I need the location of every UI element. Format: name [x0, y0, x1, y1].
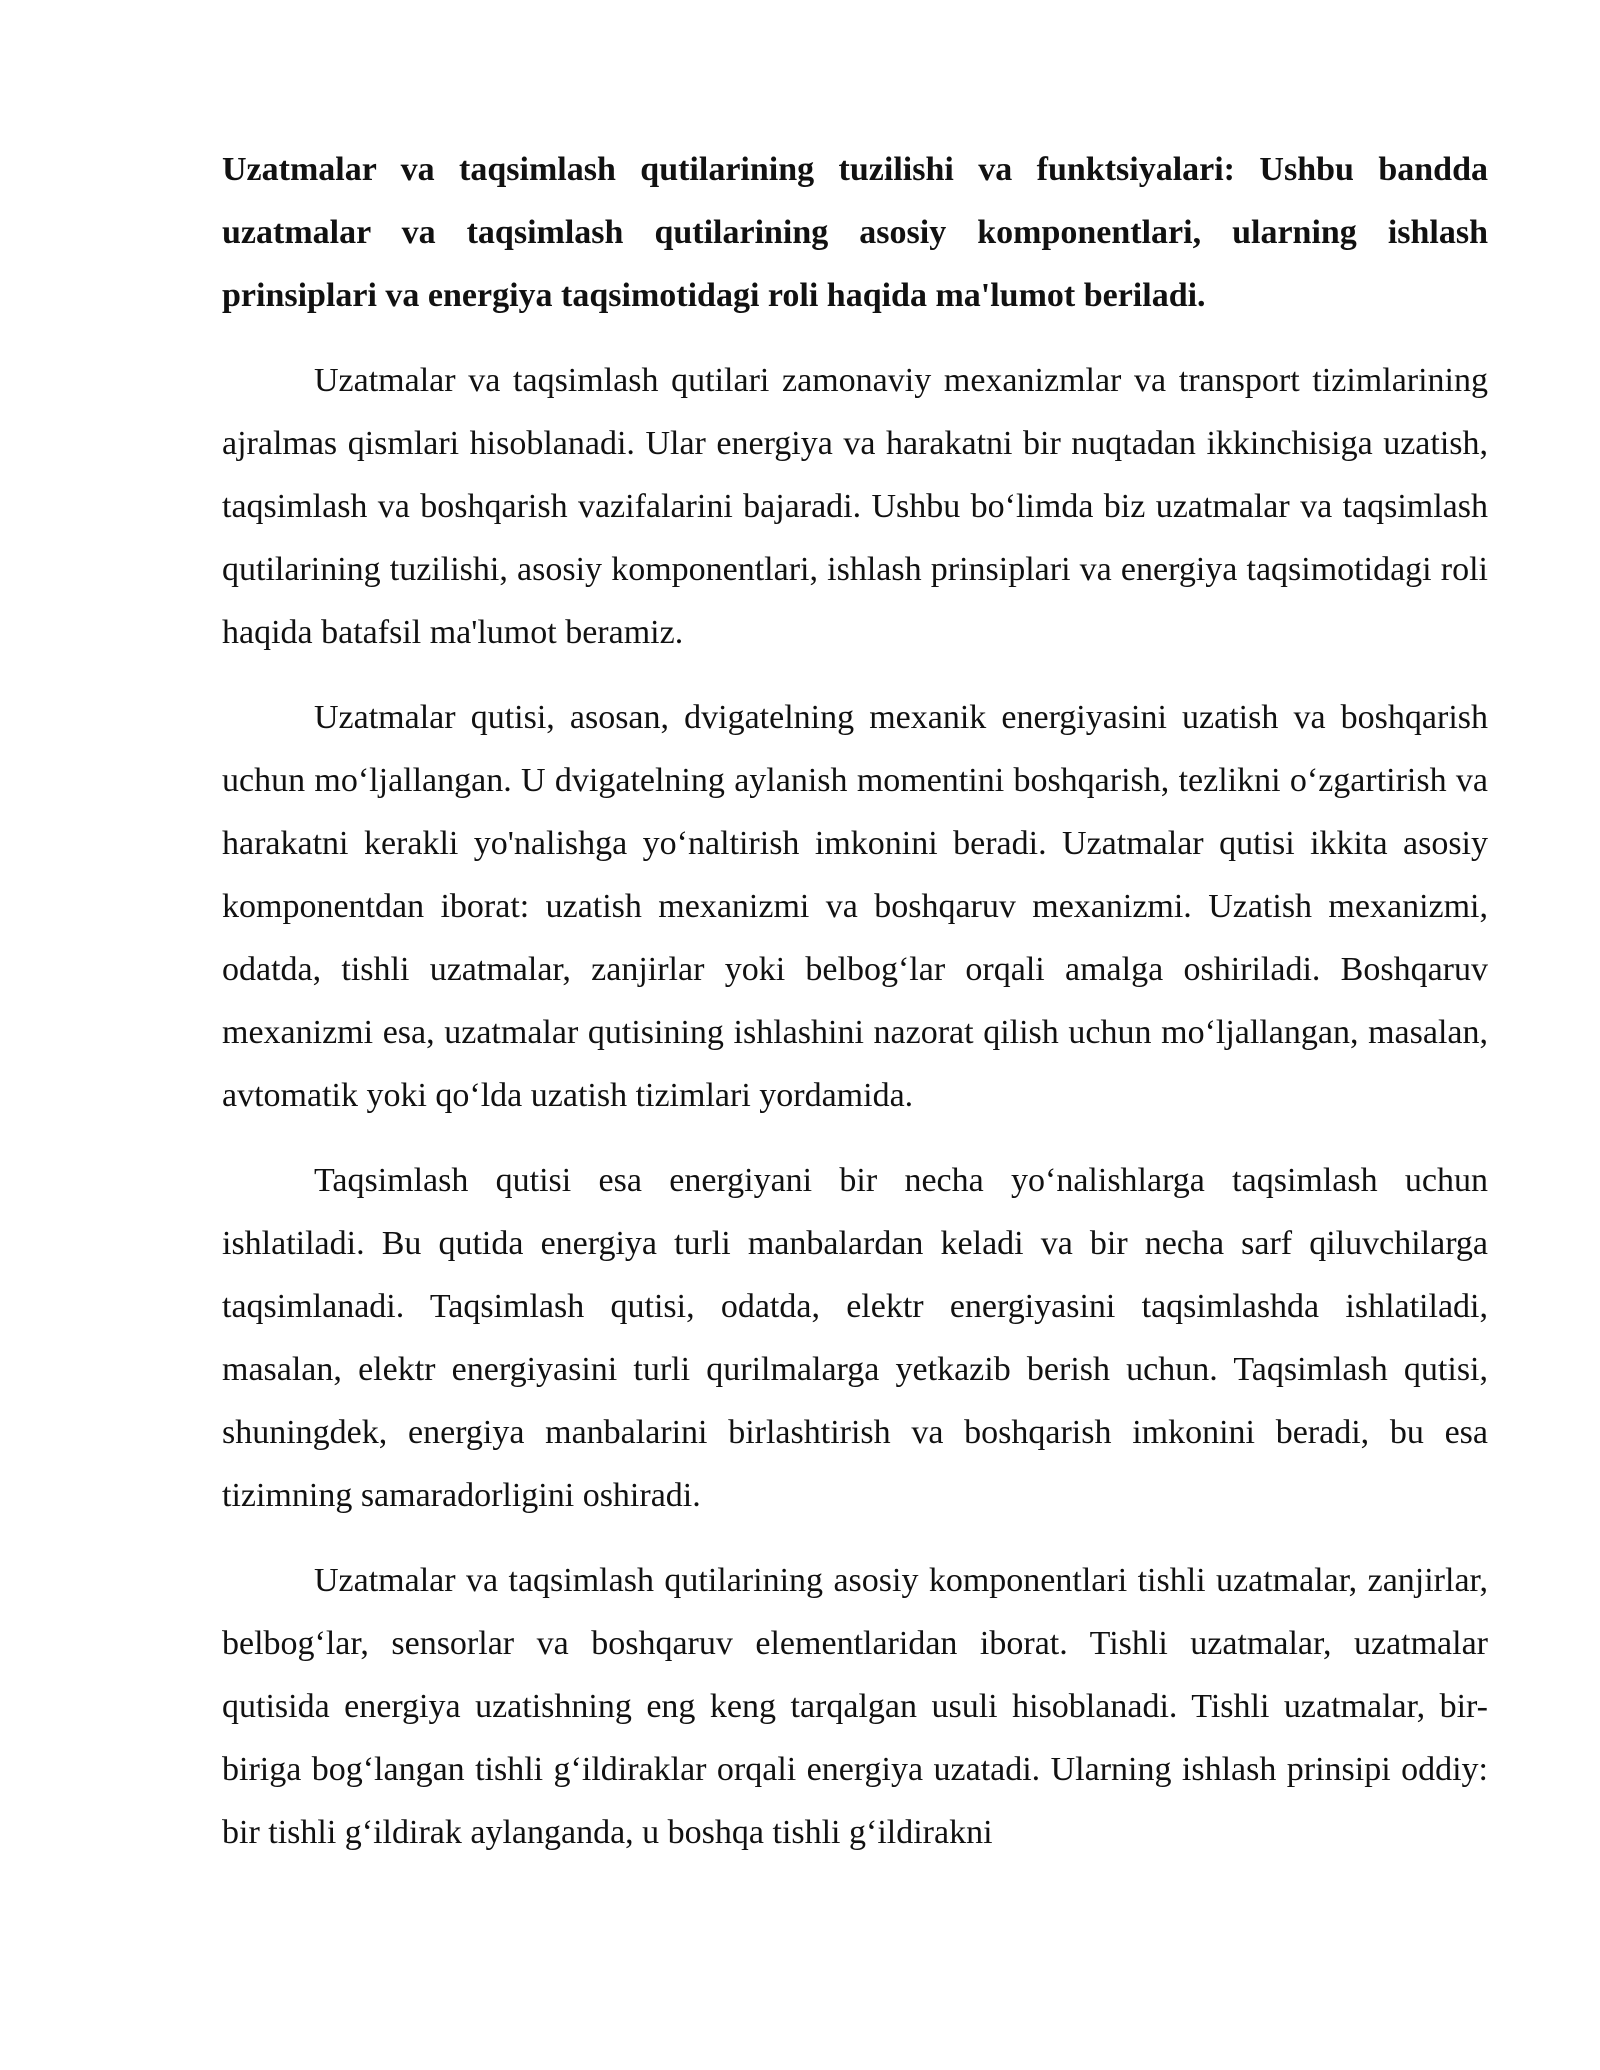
section-heading: Uzatmalar va taqsimlash qutilarining tuzilishi va funktsiyalari: Ushbu bandda uzatmalar va taqsimlash qutilarining asosiy komponentlari, ularning ishlash prinsiplari va energiya taqsimotidagi roli haqida ma'lumot beriladi.	[222, 151, 1488, 314]
paragraph-4: Uzatmalar va taqsimlash qutilarining asosiy komponentlari tishli uzatmalar, zanjirlar, belbog‘lar, sensorlar va boshqaruv elementlaridan iborat. Tishli uzatmalar, uzatmalar qutisida energiya uzatishning eng keng tarqalgan usuli hisoblanadi. Tishli uzatmalar, bir-biriga bog‘langan tishli g‘ildiraklar orqali energiya uzatadi. Ularning ishlash prinsipi oddiy: bir tishli g‘ildirak aylanganda, u boshqa tishli g‘ildirakni	[222, 1562, 1488, 1851]
paragraph-2: Uzatmalar qutisi, asosan, dvigatelning mexanik energiyasini uzatish va boshqarish uchun mo‘ljallangan. U dvigatelning aylanish momentini boshqarish, tezlikni o‘zgartirish va harakatni kerakli yo'nalishga yo‘naltirish imkonini beradi. Uzatmalar qutisi ikkita asosiy komponentdan iborat: uzatish mexanizmi va boshqaruv mexanizmi. Uzatish mexanizmi, odatda, tishli uzatmalar, zanjirlar yoki belbog‘lar orqali amalga oshiriladi. Boshqaruv mexanizmi esa, uzatmalar qutisining ishlashini nazorat qilish uchun mo‘ljallangan, masalan, avtomatik yoki qo‘lda uzatish tizimlari yordamida.	[222, 699, 1488, 1114]
paragraph-1: Uzatmalar va taqsimlash qutilari zamonaviy mexanizmlar va transport tizimlarining ajralmas qismlari hisoblanadi. Ular energiya va harakatni bir nuqtadan ikkinchisiga uzatish, taqsimlash va boshqarish vazifalarini bajaradi. Ushbu bo‘limda biz uzatmalar va taqsimlash qutilarining tuzilishi, asosiy komponentlari, ishlash prinsiplari va energiya taqsimotidagi roli haqida batafsil ma'lumot beramiz.	[222, 362, 1488, 651]
paragraph-3: Taqsimlash qutisi esa energiyani bir necha yo‘nalishlarga taqsimlash uchun ishlatiladi. Bu qutida energiya turli manbalardan keladi va bir necha sarf qiluvchilarga taqsimlanadi. Taqsimlash qutisi, odatda, elektr energiyasini taqsimlashda ishlatiladi, masalan, elektr energiyasini turli qurilmalarga yetkazib berish uchun. Taqsimlash qutisi, shuningdek, energiya manbalarini birlashtirish va boshqarish imkonini beradi, bu esa tizimning samaradorligini oshiradi.	[222, 1162, 1488, 1514]
document-body	[222, 138, 1488, 1886]
